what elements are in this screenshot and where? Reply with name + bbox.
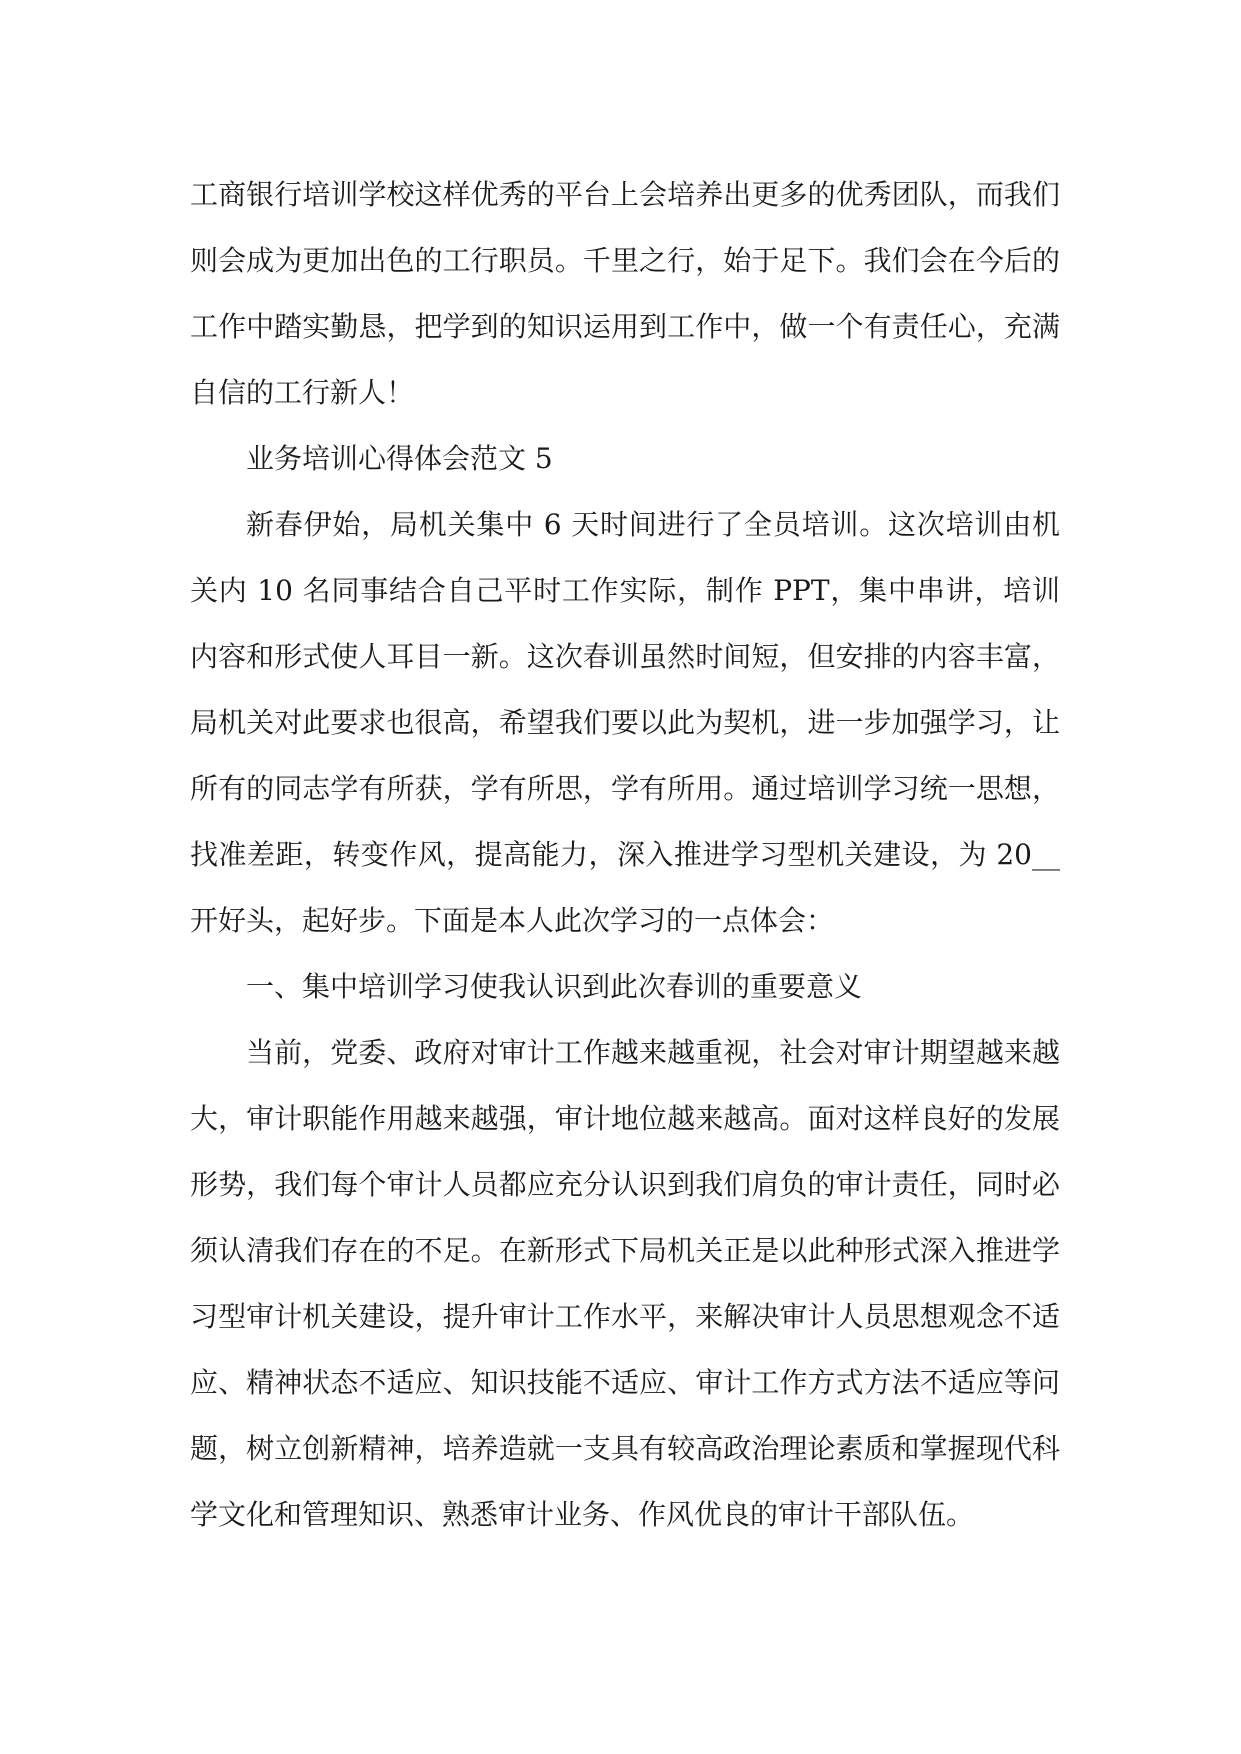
document-body	[190, 162, 1060, 1548]
paragraph-intro: 新春伊始，局机关集中 6 天时间进行了全员培训。这次培训由机关内 10 名同事结合自己平时工作实际，制作 PPT，集中串讲，培训内容和形式使人耳目一新。这次春训虽然时间短，但安排的内容丰富，局机关对此要求也很高，希望我们要以此为契机，进一步加强学习，让所有的同志学有所获，学有所思，学有所用。通过培训学习统一思想，找准差距，转变作风，提高能力，深入推进学习型机关建设，为 20__开好头，起好步。下面是本人此次学习的一点体会：	[190, 508, 1060, 937]
subsection-heading: 一、集中培训学习使我认识到此次春训的重要意义	[246, 970, 863, 1003]
paragraph-body: 当前，党委、政府对审计工作越来越重视，社会对审计期望越来越大，审计职能作用越来越强，审计地位越来越高。面对这样良好的发展形势，我们每个审计人员都应充分认识到我们肩负的审计责任，同时必须认清我们存在的不足。在新形式下局机关正是以此种形式深入推进学习型审计机关建设，提升审计工作水平，来解决审计人员思想观念不适应、精神状态不适应、知识技能不适应、审计工作方式方法不适应等问题，树立创新精神，培养造就一支具有较高政治理论素质和掌握现代科学文化和管理知识、熟悉审计业务、作风优良的审计干部队伍。	[190, 1036, 1060, 1531]
paragraph-continuation: 工商银行培训学校这样优秀的平台上会培养出更多的优秀团队，而我们则会成为更加出色的工行职员。千里之行，始于足下。我们会在今后的工作中踏实勤恳，把学到的知识运用到工作中，做一个有责任心，充满自信的工行新人！	[190, 178, 1060, 409]
section-heading: 业务培训心得体会范文 5	[246, 442, 553, 475]
